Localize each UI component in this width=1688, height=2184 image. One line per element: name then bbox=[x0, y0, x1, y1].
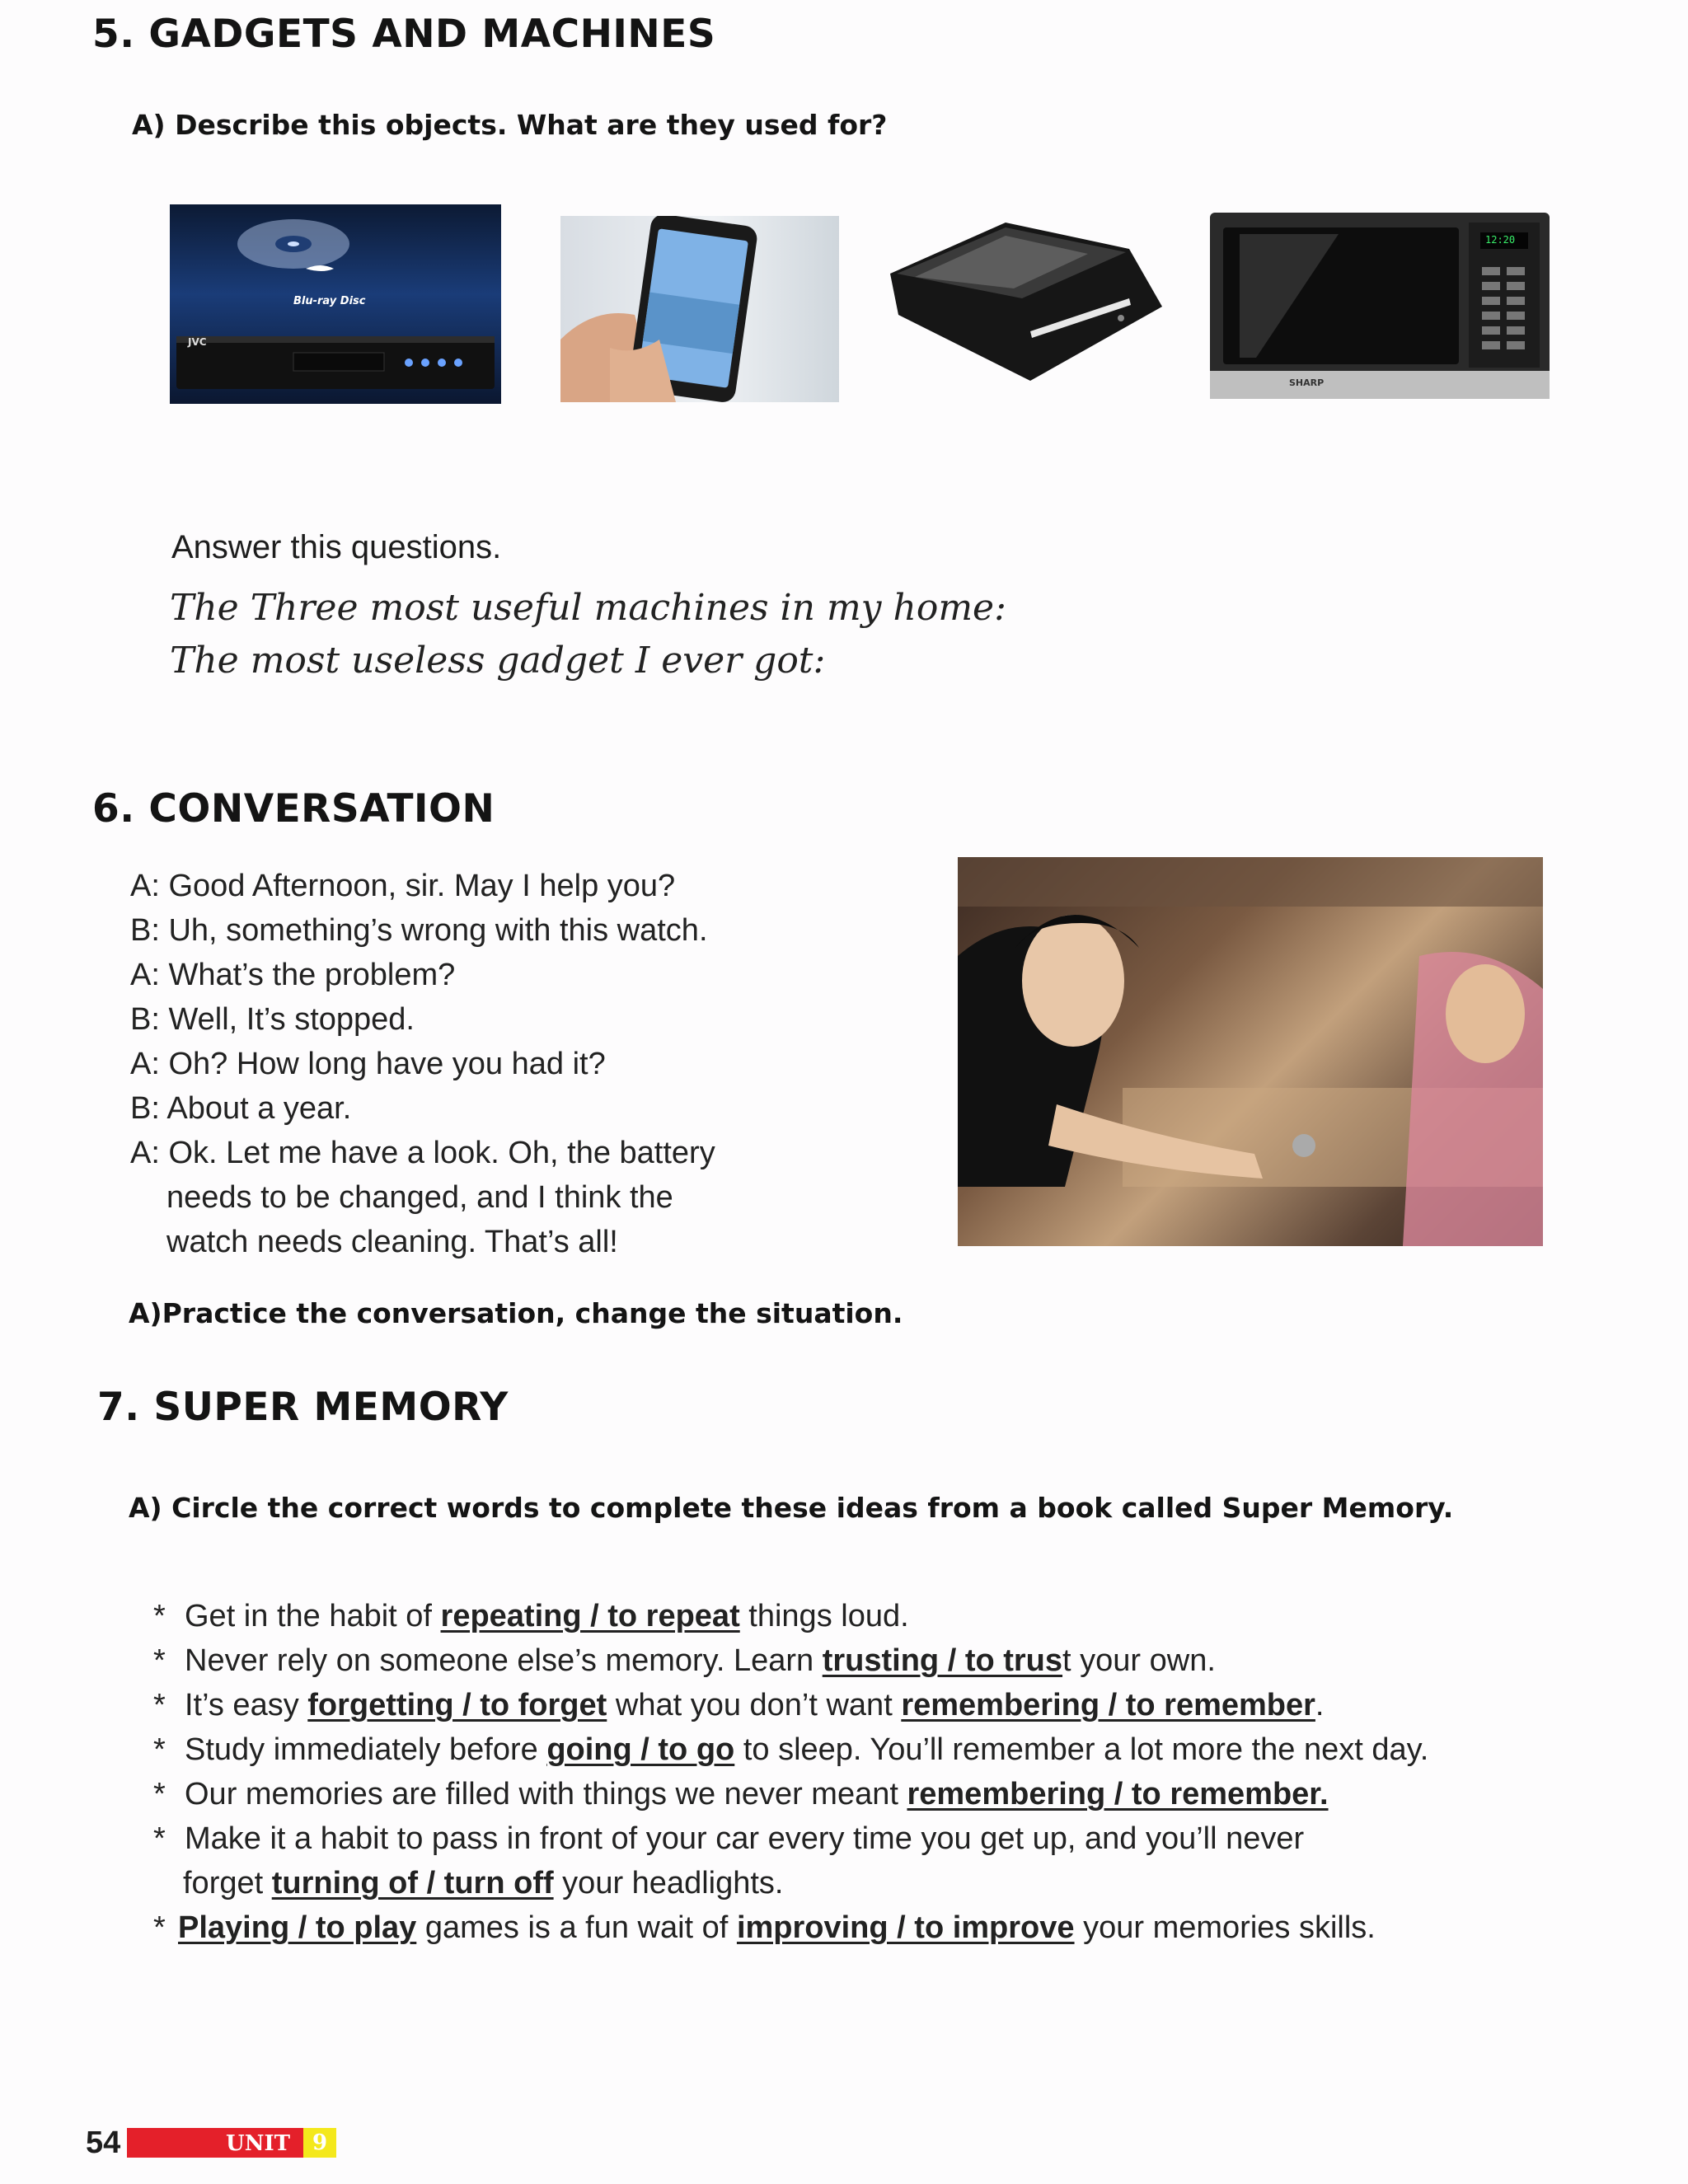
bullet-star: * bbox=[153, 1732, 166, 1767]
scanner-illustration bbox=[882, 216, 1165, 389]
memory-item-3: * It’s easy forgetting / to forget what you don’t want remembering / to remember. bbox=[153, 1688, 1325, 1722]
choice-option[interactable]: going / to go bbox=[546, 1732, 735, 1767]
conversation-line-3: A: What’s the problem? bbox=[130, 958, 456, 992]
choice-option[interactable]: remembering / to remember bbox=[901, 1688, 1315, 1722]
bullet-star: * bbox=[153, 1821, 166, 1856]
memory-item-7: * Playing / to play games is a fun wait of improving / to improve your memories skills. bbox=[153, 1910, 1376, 1945]
section-6-title: 6. CONVERSATION bbox=[92, 786, 495, 832]
page-number: 54 bbox=[86, 2125, 121, 2160]
jvc-brand-text: JVC bbox=[188, 336, 207, 348]
answer-line-2: The most useless gadget I ever got: bbox=[170, 640, 826, 682]
memory-item-5: * Our memories are filled with things we never meant remembering / to remember. bbox=[153, 1777, 1329, 1811]
smartphone-photo bbox=[560, 216, 839, 402]
bullet-star: * bbox=[153, 1688, 166, 1722]
section-5-task-a: A) Describe this objects. What are they used for? bbox=[132, 109, 888, 141]
blu-ray-player-photo bbox=[170, 204, 501, 404]
choice-option[interactable]: repeating / to repeat bbox=[440, 1599, 740, 1633]
scanner-photo bbox=[882, 216, 1165, 389]
conversation-line-8: needs to be changed, and I think the bbox=[166, 1180, 673, 1215]
conversation-line-2: B: Uh, something’s wrong with this watch. bbox=[130, 913, 708, 948]
bullet-star: * bbox=[153, 1643, 166, 1678]
memory-item-6-continued: forget turning of / turn off your headlights. bbox=[183, 1866, 784, 1900]
smartphone-illustration bbox=[560, 216, 839, 402]
unit-bar bbox=[127, 2128, 303, 2158]
microwave-display: 12:20 bbox=[1485, 234, 1516, 246]
section-7-task-a: A) Circle the correct words to complete these ideas from a book called Super Memory. bbox=[129, 1492, 1454, 1524]
choice-option[interactable]: improving / to improve bbox=[736, 1910, 1075, 1945]
conversation-line-7: A: Ok. Let me have a look. Oh, the battery bbox=[130, 1136, 715, 1170]
memory-item-4: * Study immediately before going / to go to sleep. You’ll remember a lot more the next day. bbox=[153, 1732, 1429, 1767]
choice-option[interactable]: turning of / turn off bbox=[271, 1866, 554, 1900]
microwave-brand: SHARP bbox=[1289, 377, 1325, 388]
watch-shop-illustration bbox=[958, 857, 1543, 1246]
memory-item-1: * Get in the habit of repeating / to repeat things loud. bbox=[153, 1599, 909, 1633]
microwave-photo bbox=[1207, 209, 1553, 402]
answer-heading: Answer this questions. bbox=[171, 529, 502, 565]
bullet-star: * bbox=[153, 1777, 166, 1811]
section-6-task-a: A)Practice the conversation, change the situation. bbox=[129, 1297, 903, 1329]
conversation-line-5: A: Oh? How long have you had it? bbox=[130, 1047, 606, 1081]
answer-line-1: The Three most useful machines in my home: bbox=[170, 587, 1006, 629]
blu-ray-logo-text: Blu-ray Disc bbox=[293, 295, 366, 307]
section-7-title: 7. SUPER MEMORY bbox=[97, 1385, 509, 1430]
memory-item-2: * Never rely on someone else’s memory. Learn trusting / to trust your own. bbox=[153, 1643, 1216, 1678]
section-5-title: 5. GADGETS AND MACHINES bbox=[92, 12, 716, 57]
choice-option[interactable]: trusting / to trus bbox=[822, 1643, 1063, 1678]
bullet-star: * bbox=[153, 1910, 166, 1945]
unit-label: UNIT bbox=[226, 2131, 290, 2156]
bullet-star: * bbox=[153, 1599, 166, 1633]
choice-option[interactable]: Playing / to play bbox=[178, 1910, 417, 1945]
conversation-line-4: B: Well, It’s stopped. bbox=[130, 1002, 415, 1037]
choice-option[interactable]: forgetting / to forget bbox=[307, 1688, 607, 1722]
choice-option[interactable]: remembering / to remember. bbox=[907, 1777, 1329, 1811]
unit-number-box bbox=[303, 2128, 336, 2158]
conversation-line-6: B: About a year. bbox=[130, 1091, 352, 1126]
unit-number: 9 bbox=[312, 2130, 328, 2155]
memory-item-6: * Make it a habit to pass in front of your car every time you get up, and you’ll never bbox=[153, 1821, 1305, 1856]
watch-shop-photo bbox=[958, 857, 1543, 1246]
conversation-line-1: A: Good Afternoon, sir. May I help you? bbox=[130, 869, 676, 903]
conversation-line-9: watch needs cleaning. That’s all! bbox=[166, 1225, 618, 1259]
